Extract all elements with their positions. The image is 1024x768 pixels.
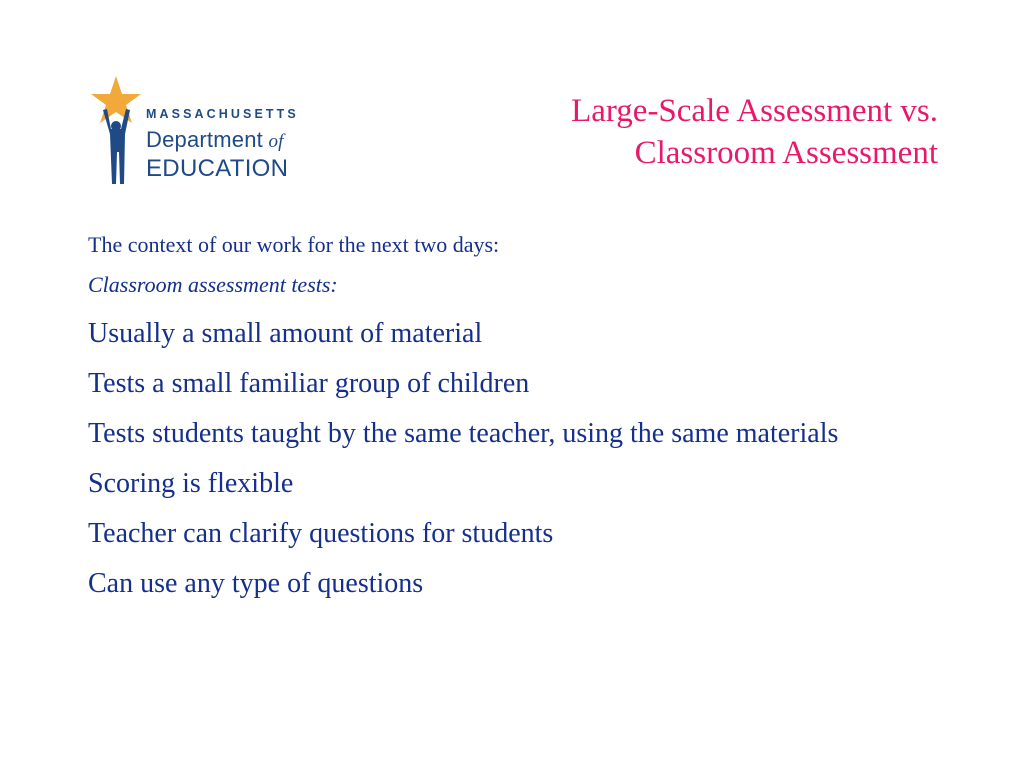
title-line-2: Classroom Assessment — [634, 135, 938, 171]
star-person-icon — [88, 74, 148, 186]
list-item: Tests students taught by the same teacher, using the same materials — [88, 418, 839, 449]
intro-text: The context of our work for the next two days: — [88, 232, 500, 257]
list-item: Teacher can clarify questions for students — [88, 518, 554, 549]
list-item: Can use any type of questions — [88, 568, 424, 599]
slide-title — [571, 90, 938, 174]
title-line-1: Large-Scale Assessment vs. — [571, 93, 938, 129]
logo-education: EDUCATION — [146, 154, 289, 182]
logo-department — [146, 126, 299, 152]
slide-body — [88, 230, 928, 614]
list-item: Usually a small amount of material — [88, 318, 483, 349]
subheading: Classroom assessment tests: — [88, 272, 338, 297]
list-item: Scoring is flexible — [88, 468, 294, 499]
logo-state-name: MASSACHUSETTS — [146, 107, 299, 121]
department-logo — [88, 74, 318, 186]
logo-department-word: Department — [146, 126, 263, 152]
list-item: Tests a small familiar group of children — [88, 368, 530, 399]
logo-of-word: of — [268, 130, 284, 152]
